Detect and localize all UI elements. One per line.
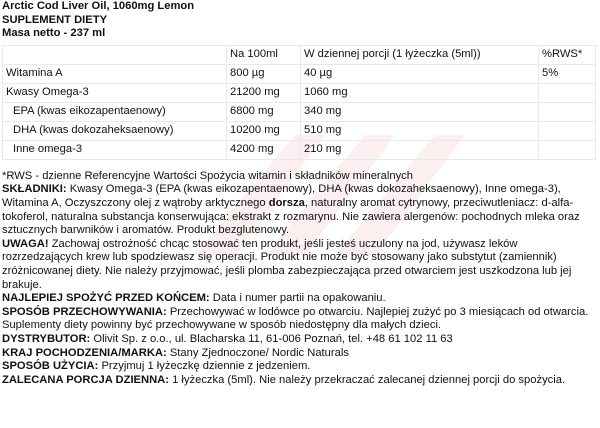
dose-label: ZALECANA PORCJA DZIENNA: bbox=[2, 373, 169, 386]
best-before-text: Data i numer partii na opakowaniu. bbox=[209, 292, 386, 305]
table-row bbox=[3, 140, 596, 159]
nutrient-per100: 10200 mg bbox=[227, 121, 301, 140]
nutrient-name: Kwasy Omega-3 bbox=[3, 83, 227, 102]
column-header: W dziennej porcji (1 łyżeczka (5ml)) bbox=[301, 45, 539, 64]
nutrient-name: EPA (kwas eikozapentaenowy) bbox=[3, 102, 227, 121]
nutrient-rws bbox=[539, 83, 596, 102]
product-category: SUPLEMENT DIETY bbox=[2, 13, 108, 26]
origin-label: KRAJ POCHODZENIA/MARKA: bbox=[2, 346, 167, 359]
nutrient-daily: 340 mg bbox=[301, 102, 539, 121]
rws-note: *RWS - dzienne Referencyjne Wartości Spożycia witamin i składników mineralnych bbox=[2, 169, 413, 182]
ingredients-text-end: , naturalny aromat cytrynowy, przeciwutleniacz: d-alfa-tokoferol, naturalna substancja konserwująca: ekstrakt z rozmarynu. Nie zawiera alergenów: pochodnych mleka oraz sztucznych barwników i aromatów. Produkt bezglutenowy. bbox=[2, 196, 580, 237]
table-row bbox=[3, 121, 596, 140]
net-weight: Masa netto - 237 ml bbox=[2, 27, 106, 40]
column-header: %RWS* bbox=[539, 45, 596, 64]
warning-text: Zachowaj ostrożność chcąc stosować ten produkt, jeśli jesteś uczulony na jod, używasz leków rozrzedzających krew lub spodziewasz się operacji. Produkt nie może być stosowany jako substytut (zamiennik) zróżnicowanej diety. Nie należy przyjmować, jeśli plomba zabezpieczająca przed otwarciem jest uszkodzona lub jej brakuje. bbox=[2, 237, 572, 291]
origin-section bbox=[2, 347, 596, 361]
ingredients-bold-word: dorsza bbox=[268, 196, 305, 209]
warning-label: UWAGA! bbox=[2, 237, 49, 250]
best-before-section bbox=[2, 292, 596, 306]
nutrient-daily: 40 µg bbox=[301, 64, 539, 83]
nutrient-daily: 1060 mg bbox=[301, 83, 539, 102]
nutrient-per100: 21200 mg bbox=[227, 83, 301, 102]
warning-section bbox=[2, 238, 596, 292]
dose-section bbox=[2, 374, 596, 388]
ingredients-label: SKŁADNIKI: bbox=[2, 183, 67, 196]
ingredients-section bbox=[2, 183, 596, 237]
product-name: Arctic Cod Liver Oil, 1060mg Lemon bbox=[2, 0, 195, 12]
nutrition-table-wrap bbox=[2, 45, 596, 160]
table-row bbox=[3, 83, 596, 102]
header bbox=[2, 0, 596, 41]
distributor-label: DYSTRYBUTOR: bbox=[2, 332, 91, 345]
ingredients-text: Kwasy Omega-3 (EPA (kwas eikozapentaenowy), DHA (kwas dokozaheksaenowy), Inne omega-3), Witamina A, Oczyszczony olej z wątroby arktycznego bbox=[2, 183, 561, 209]
usage-text: Przyjmuj 1 łyżeczkę dziennie z jedzeniem. bbox=[98, 360, 311, 373]
nutrient-daily: 210 mg bbox=[301, 140, 539, 159]
usage-label: SPOSÓB UŻYCIA: bbox=[2, 360, 99, 373]
nutrient-name: Inne omega-3 bbox=[3, 140, 227, 159]
nutrient-name: DHA (kwas dokozaheksaenowy) bbox=[3, 121, 227, 140]
nutrient-name: Witamina A bbox=[3, 64, 227, 83]
nutrient-daily: 510 mg bbox=[301, 121, 539, 140]
nutrient-rws bbox=[539, 121, 596, 140]
origin-text: Stany Zjednoczone/ Nordic Naturals bbox=[166, 346, 349, 359]
distributor-text: Olivit Sp. z o.o., ul. Blacharska 11, 61-006 Poznań, tel. +48 61 102 11 63 bbox=[90, 332, 453, 345]
distributor-section bbox=[2, 333, 596, 347]
table-row bbox=[3, 64, 596, 83]
usage-section bbox=[2, 360, 596, 374]
nutrient-rws: 5% bbox=[539, 64, 596, 83]
storage-text: Przechowywać w lodówce po otwarciu. Najlepiej zużyć po 3 miesiącach od otwarcia. Suplementy diety powinny być przechowywane w sposób niedostępny dla małych dzieci. bbox=[2, 305, 589, 332]
nutrient-per100: 800 µg bbox=[227, 64, 301, 83]
column-header bbox=[3, 45, 227, 64]
nutrient-per100: 4200 mg bbox=[227, 140, 301, 159]
column-header: Na 100ml bbox=[227, 45, 301, 64]
storage-section bbox=[2, 306, 596, 333]
nutrient-rws bbox=[539, 102, 596, 121]
table-header-row bbox=[3, 45, 596, 64]
nutrient-rws bbox=[539, 140, 596, 159]
dose-text: 1 łyżeczka (5ml). Nie należy przekraczać zalecanej dziennej porcji do spożycia. bbox=[168, 373, 566, 386]
nutrition-table bbox=[2, 45, 596, 160]
label-document bbox=[2, 0, 596, 387]
nutrient-per100: 6800 mg bbox=[227, 102, 301, 121]
best-before-label: NAJLEPIEJ SPOŻYĆ PRZED KOŃCEM: bbox=[2, 292, 210, 305]
storage-label: SPOSÓB PRZECHOWYWANIA: bbox=[2, 305, 167, 318]
table-row bbox=[3, 102, 596, 121]
